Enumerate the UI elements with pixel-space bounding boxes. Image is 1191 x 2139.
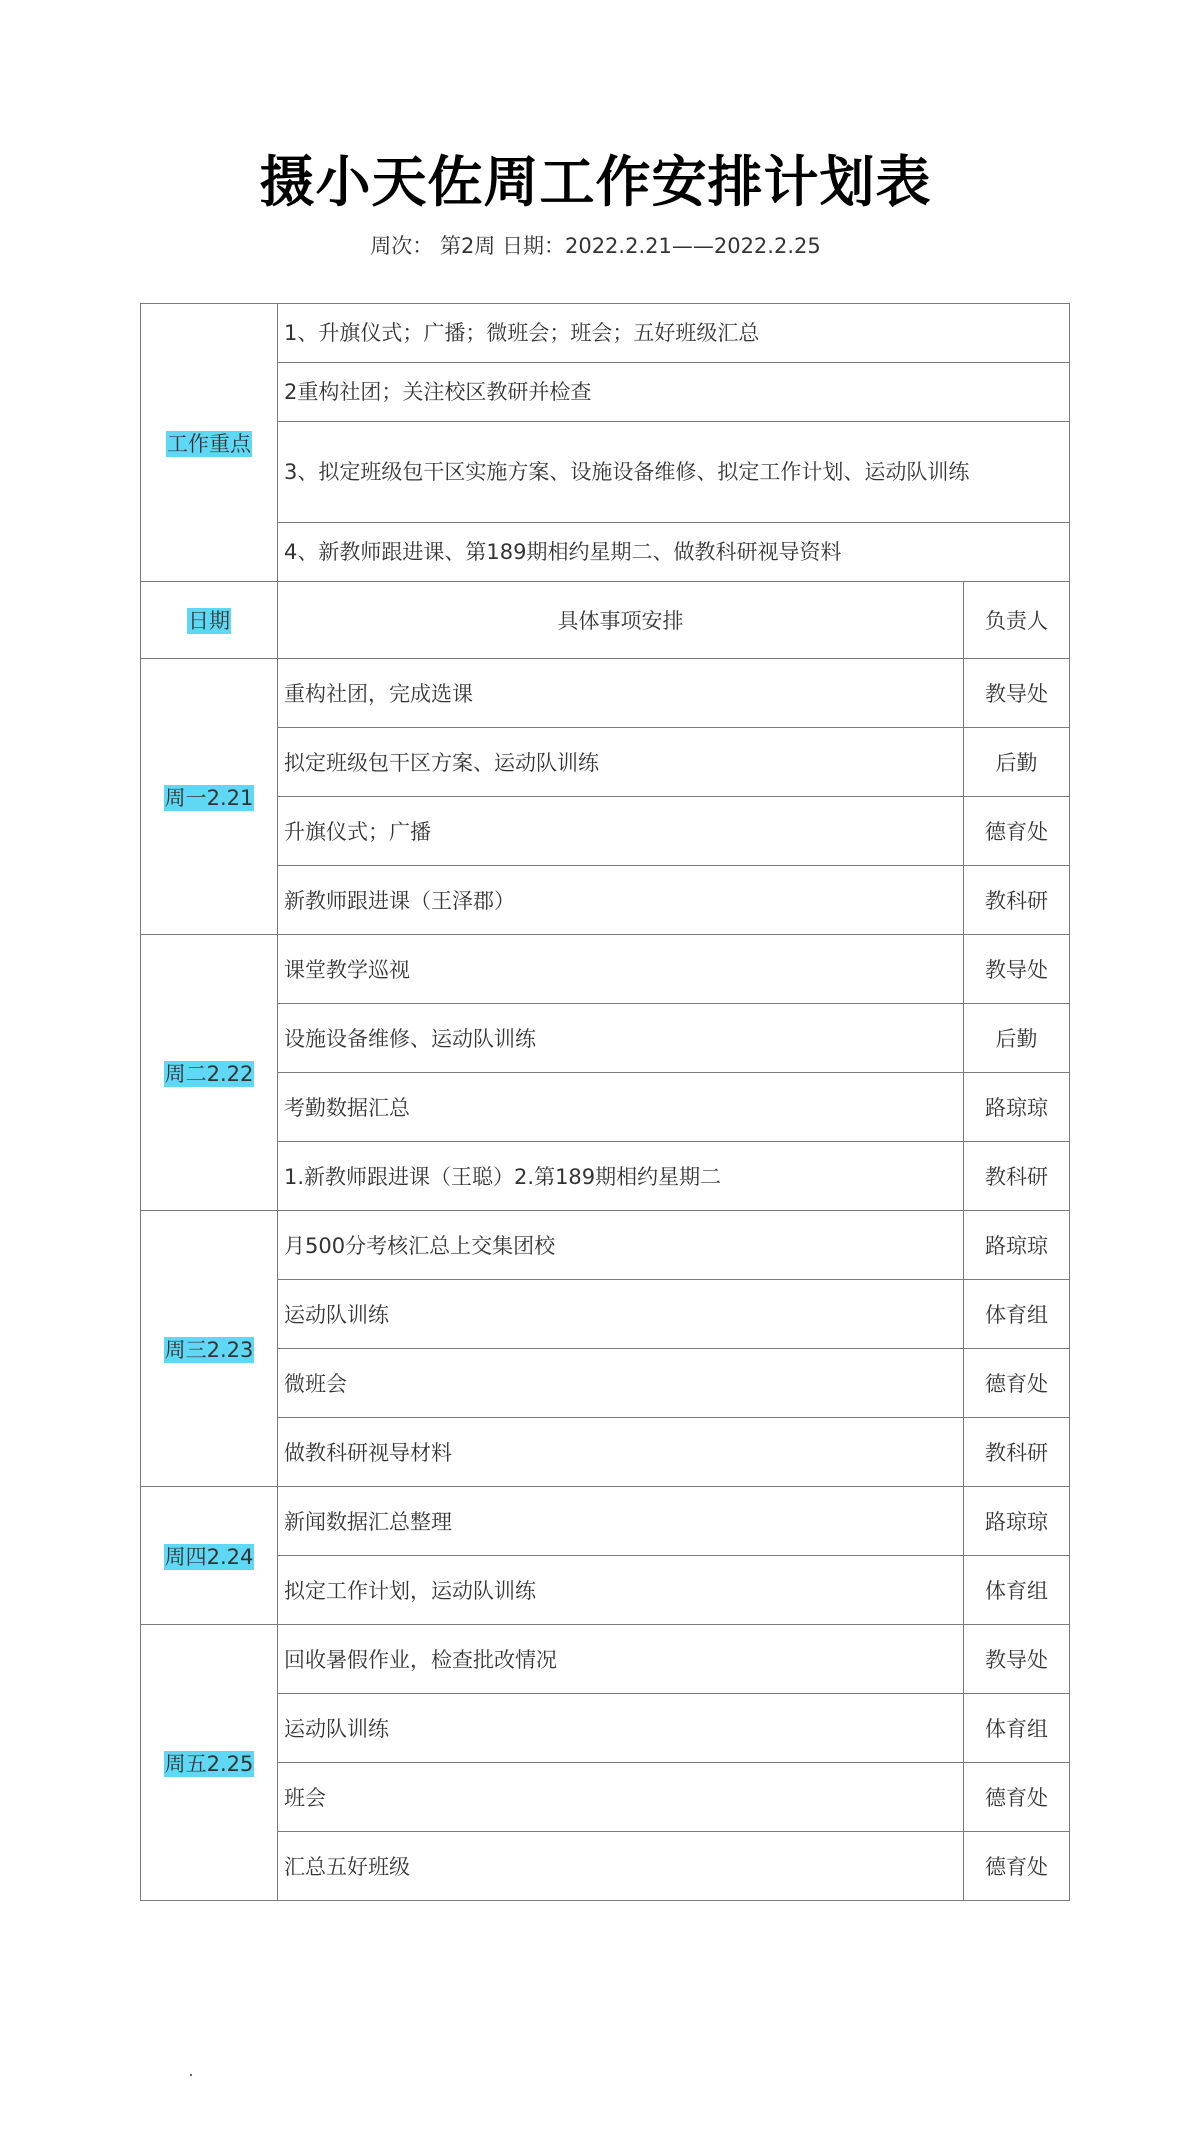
day-label: 周四2.24 [164, 1544, 254, 1569]
task-cell: 1.新教师跟进课（王聪）2.第189期相约星期二 [278, 1142, 964, 1211]
owner-cell: 教科研 [964, 1142, 1070, 1211]
task-cell: 设施设备维修、运动队训练 [278, 1004, 964, 1073]
table-row [141, 1694, 1070, 1763]
header-owner: 负责人 [964, 582, 1070, 659]
owner-cell: 教导处 [964, 935, 1070, 1004]
owner-cell: 体育组 [964, 1694, 1070, 1763]
owner-cell: 德育处 [964, 797, 1070, 866]
table-row [141, 1487, 1070, 1556]
week-date-subtitle: 周次： 第2周 日期：2022.2.21——2022.2.25 [370, 234, 821, 258]
day-label: 周三2.23 [164, 1337, 254, 1362]
table-row [141, 935, 1070, 1004]
table-row [141, 1211, 1070, 1280]
task-cell: 回收暑假作业，检查批改情况 [278, 1625, 964, 1694]
owner-cell: 路琼琼 [964, 1073, 1070, 1142]
task-cell: 月500分考核汇总上交集团校 [278, 1211, 964, 1280]
stray-dot [190, 2074, 192, 2076]
focus-row [141, 523, 1070, 582]
day-label-cell [141, 935, 278, 1211]
focus-item: 2重构社团；关注校区教研并检查 [278, 363, 1070, 422]
owner-cell: 后勤 [964, 1004, 1070, 1073]
schedule-table [140, 303, 1070, 1901]
owner-cell: 德育处 [964, 1832, 1070, 1901]
focus-item: 1、升旗仪式；广播；微班会；班会；五好班级汇总 [278, 304, 1070, 363]
task-cell: 汇总五好班级 [278, 1832, 964, 1901]
day-label-cell [141, 1625, 278, 1901]
task-cell: 考勤数据汇总 [278, 1073, 964, 1142]
task-cell: 做教科研视导材料 [278, 1418, 964, 1487]
day-label-cell [141, 659, 278, 935]
table-row [141, 1763, 1070, 1832]
focus-row [141, 304, 1070, 363]
table-row [141, 728, 1070, 797]
page-title: 摄小天佐周工作安排计划表 [259, 150, 932, 214]
focus-label: 工作重点 [167, 431, 251, 456]
focus-label-cell [141, 304, 278, 582]
task-cell: 课堂教学巡视 [278, 935, 964, 1004]
table-row [141, 1625, 1070, 1694]
task-cell: 重构社团，完成选课 [278, 659, 964, 728]
owner-cell: 德育处 [964, 1763, 1070, 1832]
day-label: 周二2.22 [164, 1061, 254, 1086]
task-cell: 班会 [278, 1763, 964, 1832]
owner-cell: 后勤 [964, 728, 1070, 797]
table-row [141, 1142, 1070, 1211]
task-cell: 升旗仪式；广播 [278, 797, 964, 866]
table-row [141, 1280, 1070, 1349]
day-label: 周五2.25 [164, 1751, 254, 1776]
task-cell: 运动队训练 [278, 1694, 964, 1763]
owner-cell: 体育组 [964, 1556, 1070, 1625]
header-date-cell [141, 582, 278, 659]
day-label: 周一2.21 [164, 785, 254, 810]
table-row [141, 1004, 1070, 1073]
task-cell: 拟定班级包干区方案、运动队训练 [278, 728, 964, 797]
day-label-cell [141, 1211, 278, 1487]
owner-cell: 路琼琼 [964, 1487, 1070, 1556]
task-cell: 新教师跟进课（王泽郡） [278, 866, 964, 935]
header-tasks: 具体事项安排 [278, 582, 964, 659]
task-cell: 拟定工作计划，运动队训练 [278, 1556, 964, 1625]
owner-cell: 教导处 [964, 659, 1070, 728]
table-row [141, 659, 1070, 728]
owner-cell: 体育组 [964, 1280, 1070, 1349]
table-row [141, 1556, 1070, 1625]
table-row [141, 797, 1070, 866]
owner-cell: 教科研 [964, 1418, 1070, 1487]
table-header-row [141, 582, 1070, 659]
day-label-cell [141, 1487, 278, 1625]
focus-item: 3、拟定班级包干区实施方案、设施设备维修、拟定工作计划、运动队训练 [278, 422, 1070, 523]
focus-item: 4、新教师跟进课、第189期相约星期二、做教科研视导资料 [278, 523, 1070, 582]
table-row [141, 1349, 1070, 1418]
owner-cell: 教导处 [964, 1625, 1070, 1694]
focus-row [141, 363, 1070, 422]
task-cell: 运动队训练 [278, 1280, 964, 1349]
header-date: 日期 [188, 609, 230, 633]
owner-cell: 教科研 [964, 866, 1070, 935]
table-row [141, 1418, 1070, 1487]
table-row [141, 1832, 1070, 1901]
focus-row [141, 422, 1070, 523]
owner-cell: 德育处 [964, 1349, 1070, 1418]
owner-cell: 路琼琼 [964, 1211, 1070, 1280]
task-cell: 新闻数据汇总整理 [278, 1487, 964, 1556]
task-cell: 微班会 [278, 1349, 964, 1418]
table-row [141, 866, 1070, 935]
table-row [141, 1073, 1070, 1142]
